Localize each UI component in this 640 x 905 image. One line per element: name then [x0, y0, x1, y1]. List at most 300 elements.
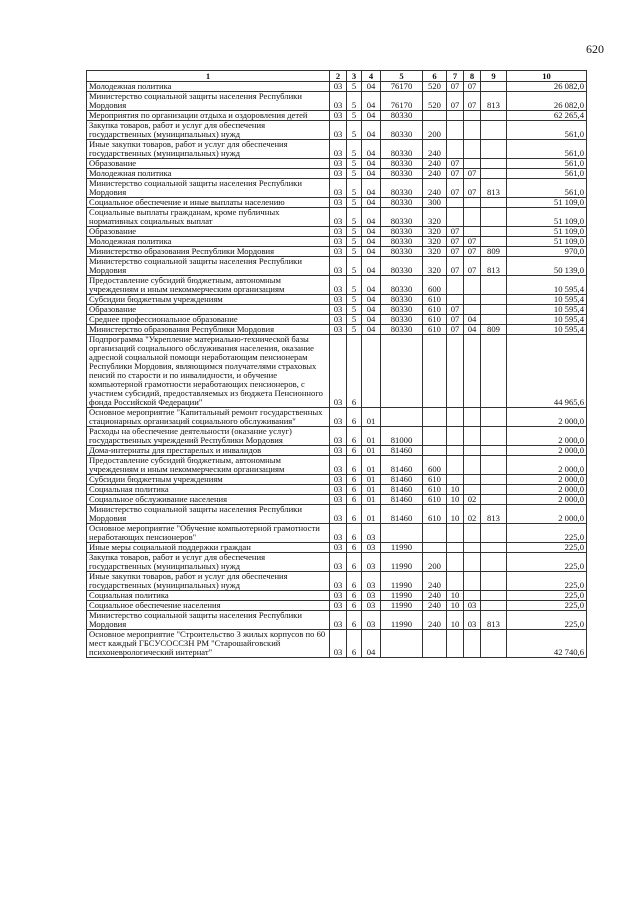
row-code-cell-c9 [481, 276, 507, 295]
row-code-cell-c6: 600 [423, 276, 447, 295]
row-code-cell-c5: 80330 [381, 121, 423, 140]
table-row [87, 247, 587, 257]
row-code-cell-c8 [464, 208, 481, 227]
row-code-cell-c4: 04 [362, 305, 381, 315]
row-amount-cell: 561,0 [507, 159, 587, 169]
row-code-cell-c6: 240 [423, 169, 447, 179]
row-code-cell-c9 [481, 208, 507, 227]
row-code-cell-c6: 520 [423, 82, 447, 92]
row-code-cell-c8 [464, 485, 481, 495]
row-code-cell-c2: 03 [330, 591, 347, 601]
row-name-cell: Социальная политика [87, 591, 330, 601]
row-code-cell-c9 [481, 553, 507, 572]
row-code-cell-c6: 200 [423, 553, 447, 572]
row-code-cell-c6: 610 [423, 485, 447, 495]
row-code-cell-c6: 240 [423, 591, 447, 601]
row-code-cell-c3: 5 [347, 121, 362, 140]
row-code-cell-c2: 03 [330, 335, 347, 408]
row-code-cell-c3: 5 [347, 295, 362, 305]
row-code-cell-c5: 11990 [381, 591, 423, 601]
row-code-cell-c8 [464, 630, 481, 658]
row-code-cell-c4: 04 [362, 276, 381, 295]
column-header-8: 8 [464, 71, 481, 82]
row-code-cell-c6: 240 [423, 140, 447, 159]
row-code-cell-c3: 5 [347, 208, 362, 227]
row-code-cell-c5: 76170 [381, 82, 423, 92]
row-code-cell-c4: 04 [362, 92, 381, 111]
row-code-cell-c7 [447, 295, 464, 305]
row-code-cell-c5: 81460 [381, 446, 423, 456]
row-code-cell-c2: 03 [330, 276, 347, 295]
row-name-cell: Закупка товаров, работ и услуг для обеспечения государственных (муниципальных) нужд [87, 121, 330, 140]
row-amount-cell: 2 000,0 [507, 475, 587, 485]
row-name-cell: Молодежная политика [87, 169, 330, 179]
row-code-cell-c2: 03 [330, 179, 347, 198]
row-code-cell-c7 [447, 572, 464, 591]
row-code-cell-c5: 11990 [381, 553, 423, 572]
row-code-cell-c7: 07 [447, 237, 464, 247]
row-code-cell-c4: 04 [362, 315, 381, 325]
row-code-cell-c2: 03 [330, 169, 347, 179]
row-code-cell-c4: 04 [362, 257, 381, 276]
row-code-cell-c9 [481, 111, 507, 121]
row-code-cell-c4: 01 [362, 408, 381, 427]
row-code-cell-c6 [423, 335, 447, 408]
row-amount-cell: 10 595,4 [507, 325, 587, 335]
row-code-cell-c4: 03 [362, 524, 381, 543]
row-code-cell-c6: 240 [423, 572, 447, 591]
row-code-cell-c3: 6 [347, 485, 362, 495]
table-row [87, 198, 587, 208]
row-amount-cell: 2 000,0 [507, 485, 587, 495]
row-name-cell: Основное мероприятие "Обучение компьютерной грамотности неработающих пенсионеров" [87, 524, 330, 543]
row-code-cell-c3: 5 [347, 140, 362, 159]
row-code-cell-c4: 01 [362, 456, 381, 475]
row-code-cell-c9 [481, 427, 507, 446]
table-row [87, 92, 587, 111]
row-code-cell-c3: 6 [347, 591, 362, 601]
row-name-cell: Предоставление субсидий бюджетным, автономным учреждениям и иным некоммерческим организациям [87, 276, 330, 295]
row-code-cell-c4: 04 [362, 111, 381, 121]
row-code-cell-c5: 11990 [381, 572, 423, 591]
row-name-cell: Предоставление субсидий бюджетным, автономным учреждениям и иным некоммерческим организациям [87, 456, 330, 475]
row-code-cell-c4: 04 [362, 82, 381, 92]
row-code-cell-c6: 200 [423, 121, 447, 140]
row-code-cell-c6: 610 [423, 315, 447, 325]
row-code-cell-c8 [464, 198, 481, 208]
row-code-cell-c3: 6 [347, 543, 362, 553]
row-code-cell-c7: 07 [447, 92, 464, 111]
row-code-cell-c2: 03 [330, 121, 347, 140]
column-header-1: 1 [87, 71, 330, 82]
row-amount-cell: 2 000,0 [507, 456, 587, 475]
row-code-cell-c7 [447, 456, 464, 475]
row-code-cell-c5: 80330 [381, 237, 423, 247]
row-code-cell-c7 [447, 553, 464, 572]
row-amount-cell: 2 000,0 [507, 505, 587, 524]
row-code-cell-c2: 03 [330, 198, 347, 208]
row-code-cell-c5: 11990 [381, 543, 423, 553]
row-code-cell-c6: 320 [423, 208, 447, 227]
row-code-cell-c9: 813 [481, 92, 507, 111]
row-code-cell-c2: 03 [330, 257, 347, 276]
row-code-cell-c6: 320 [423, 227, 447, 237]
row-code-cell-c6: 610 [423, 305, 447, 315]
row-code-cell-c8 [464, 446, 481, 456]
row-code-cell-c7 [447, 140, 464, 159]
row-code-cell-c8 [464, 456, 481, 475]
row-code-cell-c2: 03 [330, 315, 347, 325]
table-row [87, 427, 587, 446]
row-code-cell-c2: 03 [330, 408, 347, 427]
row-code-cell-c6: 610 [423, 475, 447, 485]
row-code-cell-c2: 03 [330, 247, 347, 257]
row-amount-cell: 26 082,0 [507, 92, 587, 111]
row-code-cell-c9 [481, 601, 507, 611]
row-amount-cell: 561,0 [507, 140, 587, 159]
row-code-cell-c8: 07 [464, 257, 481, 276]
row-code-cell-c4: 04 [362, 325, 381, 335]
row-code-cell-c9: 813 [481, 179, 507, 198]
table-row [87, 295, 587, 305]
row-name-cell: Социальная политика [87, 485, 330, 495]
row-code-cell-c3: 6 [347, 572, 362, 591]
row-code-cell-c2: 03 [330, 553, 347, 572]
row-code-cell-c6: 320 [423, 237, 447, 247]
row-code-cell-c7 [447, 121, 464, 140]
row-name-cell: Основное мероприятие "Строительство 3 жилых корпусов по 60 мест каждый ГБСУСОССЗН РМ "Старошайговский психоневрологический интернат" [87, 630, 330, 658]
column-header-9: 9 [481, 71, 507, 82]
row-code-cell-c9 [481, 315, 507, 325]
table-row [87, 82, 587, 92]
row-code-cell-c5 [381, 335, 423, 408]
row-code-cell-c2: 03 [330, 208, 347, 227]
row-code-cell-c5: 81460 [381, 495, 423, 505]
table-row [87, 325, 587, 335]
row-code-cell-c8: 04 [464, 315, 481, 325]
row-code-cell-c5: 81460 [381, 456, 423, 475]
row-code-cell-c9 [481, 446, 507, 456]
row-amount-cell: 10 595,4 [507, 305, 587, 315]
row-code-cell-c3: 6 [347, 611, 362, 630]
row-code-cell-c4: 01 [362, 446, 381, 456]
row-amount-cell: 26 082,0 [507, 82, 587, 92]
row-amount-cell: 225,0 [507, 524, 587, 543]
row-code-cell-c9 [481, 140, 507, 159]
table-row [87, 524, 587, 543]
row-amount-cell: 51 109,0 [507, 237, 587, 247]
row-code-cell-c9 [481, 475, 507, 485]
row-code-cell-c2: 03 [330, 237, 347, 247]
row-code-cell-c4: 01 [362, 485, 381, 495]
row-code-cell-c9 [481, 543, 507, 553]
table-row [87, 543, 587, 553]
row-code-cell-c9 [481, 159, 507, 169]
row-name-cell: Расходы на обеспечение деятельности (оказание услуг) государственных учреждений Республики Мордовия [87, 427, 330, 446]
row-code-cell-c3: 6 [347, 456, 362, 475]
row-name-cell: Иные закупки товаров, работ и услуг для обеспечения государственных (муниципальных) нужд [87, 572, 330, 591]
row-code-cell-c7: 07 [447, 227, 464, 237]
table-row [87, 505, 587, 524]
row-code-cell-c5: 80330 [381, 198, 423, 208]
row-code-cell-c4: 04 [362, 247, 381, 257]
row-name-cell: Молодежная политика [87, 237, 330, 247]
row-name-cell: Министерство социальной защиты населения Республики Мордовия [87, 611, 330, 630]
row-amount-cell: 225,0 [507, 553, 587, 572]
row-name-cell: Среднее профессиональное образование [87, 315, 330, 325]
row-code-cell-c7 [447, 208, 464, 227]
row-code-cell-c2: 03 [330, 630, 347, 658]
row-code-cell-c4: 01 [362, 475, 381, 485]
row-code-cell-c2: 03 [330, 159, 347, 169]
row-name-cell: Основное мероприятие "Капитальный ремонт государственных стационарных организаций социального обслуживания" [87, 408, 330, 427]
row-code-cell-c5: 76170 [381, 92, 423, 111]
row-amount-cell: 10 595,4 [507, 276, 587, 295]
row-code-cell-c4: 03 [362, 572, 381, 591]
row-code-cell-c5: 81460 [381, 505, 423, 524]
row-name-cell: Дома-интернаты для престарелых и инвалидов [87, 446, 330, 456]
row-code-cell-c4: 04 [362, 208, 381, 227]
row-code-cell-c8 [464, 227, 481, 237]
row-code-cell-c2: 03 [330, 485, 347, 495]
table-row [87, 601, 587, 611]
row-code-cell-c4: 04 [362, 159, 381, 169]
table-row [87, 237, 587, 247]
table-row [87, 591, 587, 601]
row-code-cell-c7: 10 [447, 591, 464, 601]
row-amount-cell: 225,0 [507, 601, 587, 611]
row-code-cell-c7 [447, 335, 464, 408]
row-code-cell-c2: 03 [330, 446, 347, 456]
row-code-cell-c5: 80330 [381, 315, 423, 325]
row-code-cell-c3: 6 [347, 446, 362, 456]
row-code-cell-c4: 04 [362, 227, 381, 237]
row-code-cell-c5: 80330 [381, 295, 423, 305]
row-name-cell: Министерство социальной защиты населения Республики Мордовия [87, 505, 330, 524]
table-row [87, 159, 587, 169]
row-code-cell-c9 [481, 495, 507, 505]
row-code-cell-c3: 6 [347, 475, 362, 485]
column-header-7: 7 [447, 71, 464, 82]
row-code-cell-c5: 81460 [381, 475, 423, 485]
row-code-cell-c3: 6 [347, 495, 362, 505]
row-code-cell-c6: 610 [423, 325, 447, 335]
row-name-cell: Подпрограмма "Укрепление материально-технической базы организаций социального обслуживания населения, оказание адресной социальной помощи неработающим пенсионерам Республики Мордовия, являющимся получателями страховых пенсий по старости и по инвалидности, и обучение компьютерной грамотности неработающих пенсионеров, с участием субсидий, предоставляемых из бюджета Пенсионного фонда Российской Федерации" [87, 335, 330, 408]
row-code-cell-c6: 610 [423, 505, 447, 524]
row-code-cell-c7: 07 [447, 159, 464, 169]
row-amount-cell: 225,0 [507, 572, 587, 591]
row-code-cell-c7 [447, 427, 464, 446]
row-code-cell-c5: 81000 [381, 427, 423, 446]
row-code-cell-c7 [447, 475, 464, 485]
row-amount-cell: 10 595,4 [507, 295, 587, 305]
table-row [87, 257, 587, 276]
row-code-cell-c7: 10 [447, 485, 464, 495]
table-row [87, 140, 587, 159]
row-code-cell-c2: 03 [330, 572, 347, 591]
row-code-cell-c3: 6 [347, 601, 362, 611]
row-code-cell-c8: 07 [464, 237, 481, 247]
row-code-cell-c6: 240 [423, 611, 447, 630]
row-code-cell-c4: 01 [362, 505, 381, 524]
row-amount-cell: 225,0 [507, 611, 587, 630]
table-row [87, 111, 587, 121]
row-code-cell-c9 [481, 630, 507, 658]
row-code-cell-c5: 80330 [381, 159, 423, 169]
row-code-cell-c3: 5 [347, 257, 362, 276]
row-code-cell-c7: 10 [447, 601, 464, 611]
table-row [87, 179, 587, 198]
row-code-cell-c4: 04 [362, 179, 381, 198]
row-code-cell-c9 [481, 485, 507, 495]
row-code-cell-c7 [447, 276, 464, 295]
column-header-4: 4 [362, 71, 381, 82]
row-code-cell-c8 [464, 543, 481, 553]
row-code-cell-c5: 80330 [381, 111, 423, 121]
row-code-cell-c2: 03 [330, 227, 347, 237]
row-code-cell-c8: 07 [464, 179, 481, 198]
row-code-cell-c6 [423, 427, 447, 446]
row-code-cell-c8 [464, 276, 481, 295]
row-code-cell-c8 [464, 335, 481, 408]
row-name-cell: Закупка товаров, работ и услуг для обеспечения государственных (муниципальных) нужд [87, 553, 330, 572]
row-code-cell-c3: 6 [347, 408, 362, 427]
row-code-cell-c7: 07 [447, 247, 464, 257]
row-code-cell-c2: 03 [330, 295, 347, 305]
row-code-cell-c4: 01 [362, 495, 381, 505]
row-amount-cell: 10 595,4 [507, 315, 587, 325]
row-amount-cell: 2 000,0 [507, 408, 587, 427]
row-code-cell-c8 [464, 121, 481, 140]
row-code-cell-c6 [423, 408, 447, 427]
table-row [87, 335, 587, 408]
row-code-cell-c3: 5 [347, 179, 362, 198]
row-code-cell-c3: 6 [347, 553, 362, 572]
row-amount-cell: 970,0 [507, 247, 587, 257]
row-name-cell: Министерство социальной защиты населения Республики Мордовия [87, 257, 330, 276]
row-code-cell-c6: 320 [423, 257, 447, 276]
row-code-cell-c6: 240 [423, 179, 447, 198]
row-code-cell-c2: 03 [330, 456, 347, 475]
table-row [87, 169, 587, 179]
row-code-cell-c8: 07 [464, 92, 481, 111]
row-code-cell-c8 [464, 111, 481, 121]
row-name-cell: Министерство образования Республики Мордовия [87, 325, 330, 335]
row-code-cell-c6 [423, 111, 447, 121]
row-code-cell-c5: 80330 [381, 325, 423, 335]
table-row [87, 553, 587, 572]
table-row [87, 495, 587, 505]
row-code-cell-c8 [464, 524, 481, 543]
row-code-cell-c6: 610 [423, 495, 447, 505]
row-code-cell-c4: 04 [362, 140, 381, 159]
row-code-cell-c2: 03 [330, 495, 347, 505]
row-code-cell-c9 [481, 227, 507, 237]
table-row [87, 208, 587, 227]
row-name-cell: Образование [87, 159, 330, 169]
row-name-cell: Субсидии бюджетным учреждениям [87, 475, 330, 485]
row-code-cell-c9: 809 [481, 325, 507, 335]
row-code-cell-c8 [464, 295, 481, 305]
row-code-cell-c5: 80330 [381, 257, 423, 276]
row-amount-cell: 561,0 [507, 179, 587, 198]
row-code-cell-c5: 80330 [381, 140, 423, 159]
table-row [87, 305, 587, 315]
row-code-cell-c3: 5 [347, 237, 362, 247]
row-code-cell-c5: 80330 [381, 179, 423, 198]
row-code-cell-c7: 10 [447, 495, 464, 505]
row-code-cell-c9: 809 [481, 247, 507, 257]
row-code-cell-c5 [381, 630, 423, 658]
row-code-cell-c8: 04 [464, 325, 481, 335]
row-amount-cell: 2 000,0 [507, 446, 587, 456]
row-code-cell-c5: 80330 [381, 208, 423, 227]
row-code-cell-c5: 80330 [381, 305, 423, 315]
row-code-cell-c5: 80330 [381, 276, 423, 295]
row-code-cell-c3: 5 [347, 305, 362, 315]
row-code-cell-c3: 5 [347, 111, 362, 121]
row-code-cell-c7: 07 [447, 305, 464, 315]
row-code-cell-c4: 04 [362, 295, 381, 305]
row-amount-cell: 51 109,0 [507, 198, 587, 208]
row-amount-cell: 51 109,0 [507, 227, 587, 237]
row-code-cell-c3: 5 [347, 315, 362, 325]
row-amount-cell: 42 740,6 [507, 630, 587, 658]
row-code-cell-c3: 5 [347, 276, 362, 295]
row-code-cell-c8: 07 [464, 169, 481, 179]
row-code-cell-c7 [447, 111, 464, 121]
row-name-cell: Министерство социальной защиты населения Республики Мордовия [87, 179, 330, 198]
table-row [87, 408, 587, 427]
row-code-cell-c8 [464, 553, 481, 572]
row-code-cell-c2: 03 [330, 305, 347, 315]
row-code-cell-c6: 300 [423, 198, 447, 208]
row-code-cell-c8: 02 [464, 505, 481, 524]
row-code-cell-c4: 03 [362, 611, 381, 630]
row-code-cell-c7: 10 [447, 611, 464, 630]
row-code-cell-c5 [381, 408, 423, 427]
column-header-10: 10 [507, 71, 587, 82]
row-code-cell-c2: 03 [330, 325, 347, 335]
row-code-cell-c8 [464, 159, 481, 169]
row-code-cell-c2: 03 [330, 82, 347, 92]
row-code-cell-c8: 02 [464, 495, 481, 505]
row-amount-cell: 51 109,0 [507, 208, 587, 227]
row-amount-cell: 44 965,6 [507, 335, 587, 408]
row-code-cell-c3: 6 [347, 427, 362, 446]
row-name-cell: Молодежная политика [87, 82, 330, 92]
row-code-cell-c7 [447, 524, 464, 543]
row-code-cell-c6: 320 [423, 247, 447, 257]
row-code-cell-c7: 07 [447, 82, 464, 92]
row-code-cell-c7: 10 [447, 505, 464, 524]
table-row [87, 485, 587, 495]
row-code-cell-c8 [464, 591, 481, 601]
row-code-cell-c9 [481, 295, 507, 305]
row-code-cell-c9 [481, 305, 507, 315]
row-code-cell-c2: 03 [330, 92, 347, 111]
row-code-cell-c9 [481, 82, 507, 92]
row-code-cell-c6: 600 [423, 456, 447, 475]
row-code-cell-c6: 240 [423, 159, 447, 169]
table-row [87, 475, 587, 485]
row-code-cell-c2: 03 [330, 505, 347, 524]
row-name-cell: Иные закупки товаров, работ и услуг для обеспечения государственных (муниципальных) нужд [87, 140, 330, 159]
row-code-cell-c5: 80330 [381, 227, 423, 237]
header-row [87, 71, 587, 82]
row-amount-cell: 2 000,0 [507, 427, 587, 446]
row-code-cell-c9 [481, 121, 507, 140]
